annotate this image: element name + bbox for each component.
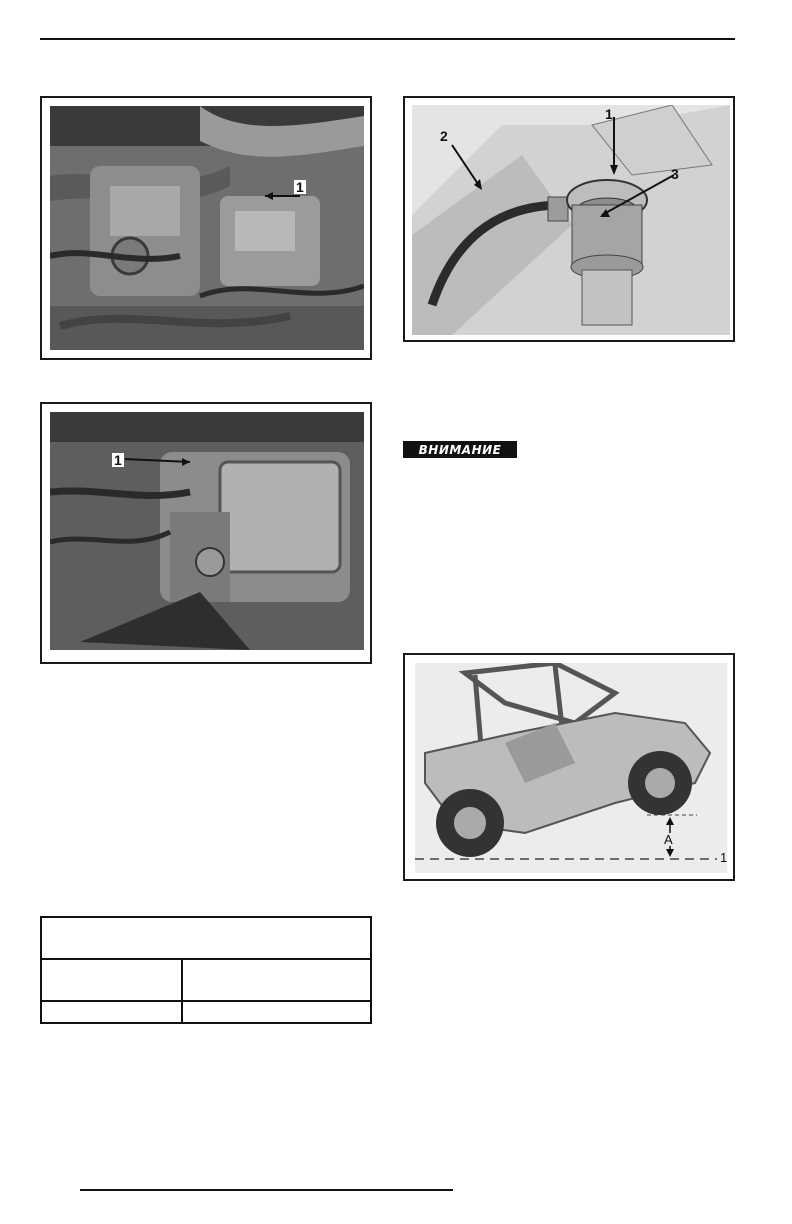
callout-1: 1 xyxy=(296,179,304,195)
header-rule xyxy=(40,38,735,40)
callout-1: 1 xyxy=(605,106,613,122)
figure-vehicle xyxy=(403,653,735,881)
spec-table xyxy=(40,916,372,1024)
figure-engine-bay xyxy=(40,96,372,360)
callout-3: 3 xyxy=(671,166,679,182)
vehicle-drawing xyxy=(415,663,727,873)
footer-rule xyxy=(80,1189,453,1191)
engine-bay-photo xyxy=(50,106,364,350)
caution-badge xyxy=(403,441,517,458)
callout-1: 1 xyxy=(114,452,122,468)
spec-table-column-divider xyxy=(181,958,183,1022)
figure-engine-top xyxy=(40,402,372,664)
caution-badge-label: ВНИМАНИЕ xyxy=(418,442,502,457)
figure-fuel-tank xyxy=(403,96,735,342)
callout-2: 2 xyxy=(440,128,448,144)
spec-table-divider xyxy=(42,958,370,960)
callout-A: A xyxy=(664,832,673,847)
engine-top-photo xyxy=(50,412,364,650)
fuel-tank-drawing xyxy=(412,105,730,335)
callout-1: 1 xyxy=(720,850,728,865)
spec-table-divider xyxy=(42,1000,370,1002)
